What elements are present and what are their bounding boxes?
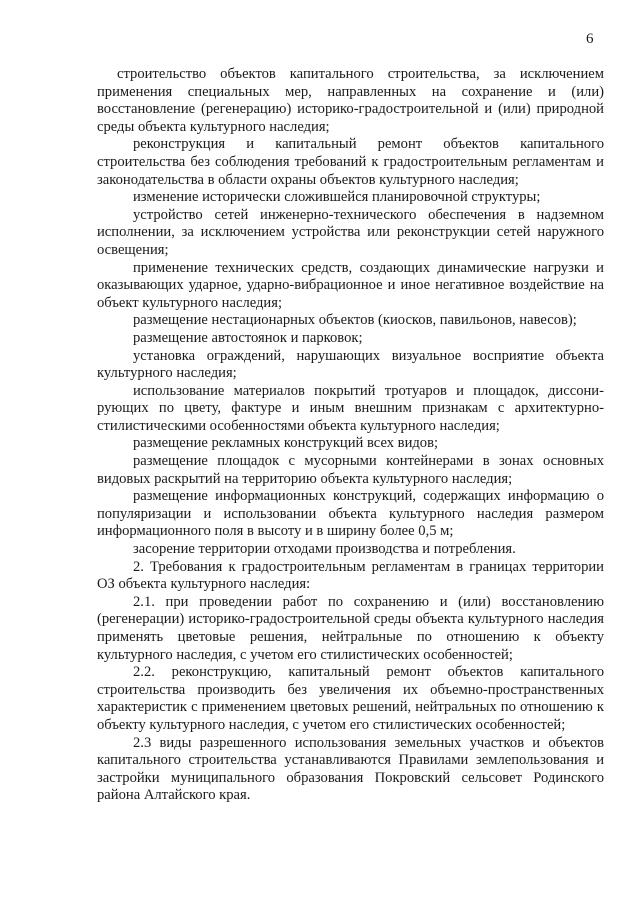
paragraph: размещение рекламных конструкций всех видов; (133, 435, 439, 452)
paragraph: строительство объектов капитального строительства, за исключением применения специальных мер, направленных на сохранение и (или) восстановление (регенерацию) историко-градостроительной и (или) природной среды объекта культурного наследия; (97, 66, 604, 135)
paragraph: размещение информационных конструкций, содержащих информацию о популяризации и использовании объекта культурного наследия размером информационного поля в высоту и в ширину более 0,5 м; (97, 488, 604, 540)
paragraph: 2.3 виды разрешенного использования земельных участков и объектов капитального строительства устанавливаются Правилами землепользования и застройки муниципального образования Покровский сельсовет Родинского района Алтайского края. (97, 734, 604, 804)
document-body (97, 66, 604, 805)
paragraph: устройство сетей инженерно-технического обеспечения в надземном исполнении, за исключением устройства или реконструкции сетей наружного освещения; (97, 206, 604, 258)
paragraph: 2.1. при проведении работ по сохранению и (или) восстановлению (регенерации) историко-градостроительной среды объекта культурного наследия применять цветовые решения, нейтральные по отношению к объекту культурного наследия, с учетом его стилистических особенностей; (97, 593, 604, 663)
page-number: 6 (586, 31, 594, 47)
paragraph: изменение исторически сложившейся планировочной структуры; (133, 189, 541, 206)
paragraph: применение технических средств, создающих динамические нагрузки и оказывающих ударное, ударно-вибрационное и иное негативное воздействие на объект культурного наследия; (97, 259, 604, 311)
paragraph: размещение автостоянок и парковок; (133, 329, 363, 346)
paragraph: размещение площадок с мусорными контейнерами в зонах основных видовых раскрытий на территорию объекта культурного наследия; (97, 453, 604, 487)
paragraph: реконструкция и капитальный ремонт объектов капитального строительства без соблюдения требований к градостроительным регламентам и законодательства в области охраны объектов культурного наследия; (97, 136, 604, 188)
paragraph: 2.2. реконструкцию, капитальный ремонт объектов капитального строительства производить без увеличения их объемно-пространственных характеристик с применением цветовых решений, нейтральных по отношению к объекту культурного наследия, с учетом его стилистических особенностей; (97, 664, 604, 733)
paragraph: установка ограждений, нарушающих визуальное восприятие объекта культурного наследия; (97, 347, 604, 382)
paragraph: размещение нестационарных объектов (киосков, павильонов, навесов); (133, 312, 577, 329)
paragraph: засорение территории отходами производства и потребления. (133, 541, 516, 558)
paragraph: использование материалов покрытий тротуаров и площадок, диссонирующих по цвету, фактуре и иным внешним признакам с архитектурно-стилистическими особенностями объекта культурного наследия; (97, 382, 604, 434)
section-heading-paragraph: 2. Требования к градостроительным регламентам в границах территории ОЗ объекта культурного наследия: (97, 558, 604, 593)
